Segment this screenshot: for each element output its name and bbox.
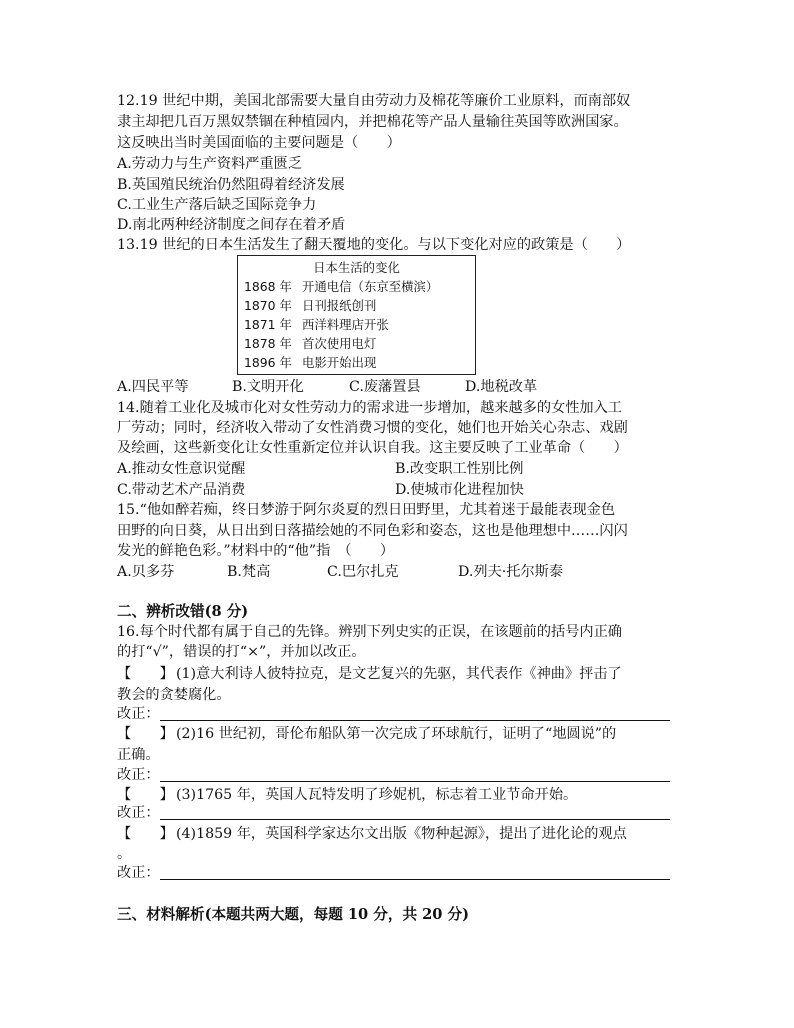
table-year: 1868 年 <box>244 279 292 294</box>
q15-option-b: B.梵高 <box>227 564 271 580</box>
q14-option-d: D.使城市化进程加快 <box>395 482 524 498</box>
item3-fix-label: 改正： <box>117 805 160 821</box>
item3-fix-line[interactable] <box>160 819 670 820</box>
item2-fix-line[interactable] <box>160 781 670 782</box>
q13-option-c: C.废藩置县 <box>349 379 421 395</box>
table-event: 电影开始出现 <box>302 355 377 370</box>
table-row <box>244 335 376 353</box>
q16-intro-line1: 16.每个时代都有属于自己的先锋。辨别下列史实的正误，在该题前的括号内正确 <box>117 624 622 640</box>
table-event: 西洋料理店开张 <box>302 317 389 332</box>
q14-stem-line3: 及绘画，这些新变化让女性重新定位并认识自我。这主要反映了工业革命（ ） <box>117 440 628 456</box>
table-event: 开通电信（东京至横滨） <box>302 279 439 294</box>
item1-answer-bracket[interactable]: 【 】 <box>117 666 174 682</box>
table-event: 首次使用电灯 <box>302 336 377 351</box>
section3-heading: 三、材料解析(本题共两大题，每题 10 分，共 20 分) <box>117 906 470 923</box>
table-row <box>244 278 438 296</box>
q15-stem-line2: 田野的向日葵，从日出到日落描绘她的不同色彩和姿态，这也是他理想中……闪闪 <box>117 523 628 539</box>
q12-stem-line2: 隶主却把几百万黑奴禁锢在种植园内，并把棉花等产品人量输往英国等欧洲国家。 <box>117 114 628 130</box>
q12-option-d: D.南北两种经济制度之间存在着矛盾 <box>117 217 346 233</box>
item4-fix-label: 改正： <box>117 865 160 881</box>
item2-answer-bracket[interactable]: 【 】 <box>117 726 174 742</box>
item4-fix-line[interactable] <box>160 879 670 880</box>
q16-intro-line2: 的打“√”，错误的打“×”，并加以改正。 <box>117 644 366 660</box>
q13-option-d: D.地税改革 <box>465 379 538 395</box>
item1-statement-line2: 教会的贪婪腐化。 <box>117 687 231 703</box>
q12-option-c: C.工业生产落后缺乏国际竞争力 <box>117 197 317 213</box>
item1-fix-line[interactable] <box>160 720 670 721</box>
q14-stem-line1: 14.随着工业化及城市化对女性劳动力的需求进一步增加，越来越多的女性加入工 <box>117 400 622 416</box>
item4-answer-bracket[interactable]: 【 】 <box>117 826 174 842</box>
item4-statement-line2: 。 <box>117 846 132 862</box>
q14-option-c: C.带动艺术产品消费 <box>117 482 246 498</box>
item3-statement-line1: (3)1765 年，英国人瓦特发明了珍妮机，标志着工业节命开始。 <box>176 787 578 803</box>
q12-option-a: A.劳动力与生产资料严重匮乏 <box>117 156 303 172</box>
item4-statement-line1: (4)1859 年，英国科学家达尔文出版《物种起源》，提出了进化论的观点 <box>176 826 627 842</box>
q14-option-b: B.改变职工性别比例 <box>395 461 524 477</box>
japan-life-changes-table <box>237 255 476 375</box>
q14-stem-line2: 厂劳动；同时，经济收入带动了女性消费习惯的变化，她们也开始关心杂志、戏剧 <box>117 420 628 436</box>
q15-stem-line1: 15.“他如醉若痴，终日梦游于阿尔炎夏的烈日田野里，尤其着迷于最能表现金色 <box>117 502 616 518</box>
q13-stem: 13.19 世纪的日本生活发生了翻天覆地的变化。与以下变化对应的政策是（ ） <box>117 237 631 253</box>
item2-statement-line1: (2)16 世纪初，哥伦布船队第一次完成了环球航行，证明了“地圆说”的 <box>176 726 617 742</box>
table-row <box>244 297 376 315</box>
q12-stem-line3: 这反映出当时美国面临的主要问题是（ ） <box>117 135 401 151</box>
q13-option-a: A.四民平等 <box>117 379 189 395</box>
table-year: 1870 年 <box>244 298 292 313</box>
q15-option-d: D.列夫·托尔斯泰 <box>458 564 564 580</box>
q12-stem-line1: 12.19 世纪中期，美国北部需要大量自由劳动力及棉花等廉价工业原料，而南部奴 <box>117 93 631 109</box>
item1-fix-label: 改正： <box>117 706 160 722</box>
table-row <box>244 354 376 372</box>
section2-heading: 二、辨析改错(8 分) <box>117 603 249 620</box>
table-year: 1896 年 <box>244 355 292 370</box>
item1-statement-line1: (1)意大利诗人彼特拉克，是文艺复兴的先驱，其代表作《神曲》抨击了 <box>176 666 622 682</box>
q15-option-a: A.贝多芬 <box>117 564 175 580</box>
table-event: 日刊报纸创刊 <box>302 298 377 313</box>
table-title: 日本生活的变化 <box>313 260 400 275</box>
item2-statement-line2: 正确。 <box>117 747 160 763</box>
table-row <box>244 316 389 334</box>
item3-answer-bracket[interactable]: 【 】 <box>117 787 174 803</box>
q15-stem-line3: 发光的鲜艳色彩。”材料中的“他”指 （ ） <box>117 543 395 559</box>
table-year: 1878 年 <box>244 336 292 351</box>
q13-option-b: B.文明开化 <box>232 379 304 395</box>
q14-option-a: A.推动女性意识觉醒 <box>117 461 246 477</box>
item2-fix-label: 改正： <box>117 767 160 783</box>
q12-option-b: B.英国殖民统治仍然阻碍着经济发展 <box>117 177 345 193</box>
table-year: 1871 年 <box>244 317 292 332</box>
q15-option-c: C.巴尔扎克 <box>327 564 399 580</box>
